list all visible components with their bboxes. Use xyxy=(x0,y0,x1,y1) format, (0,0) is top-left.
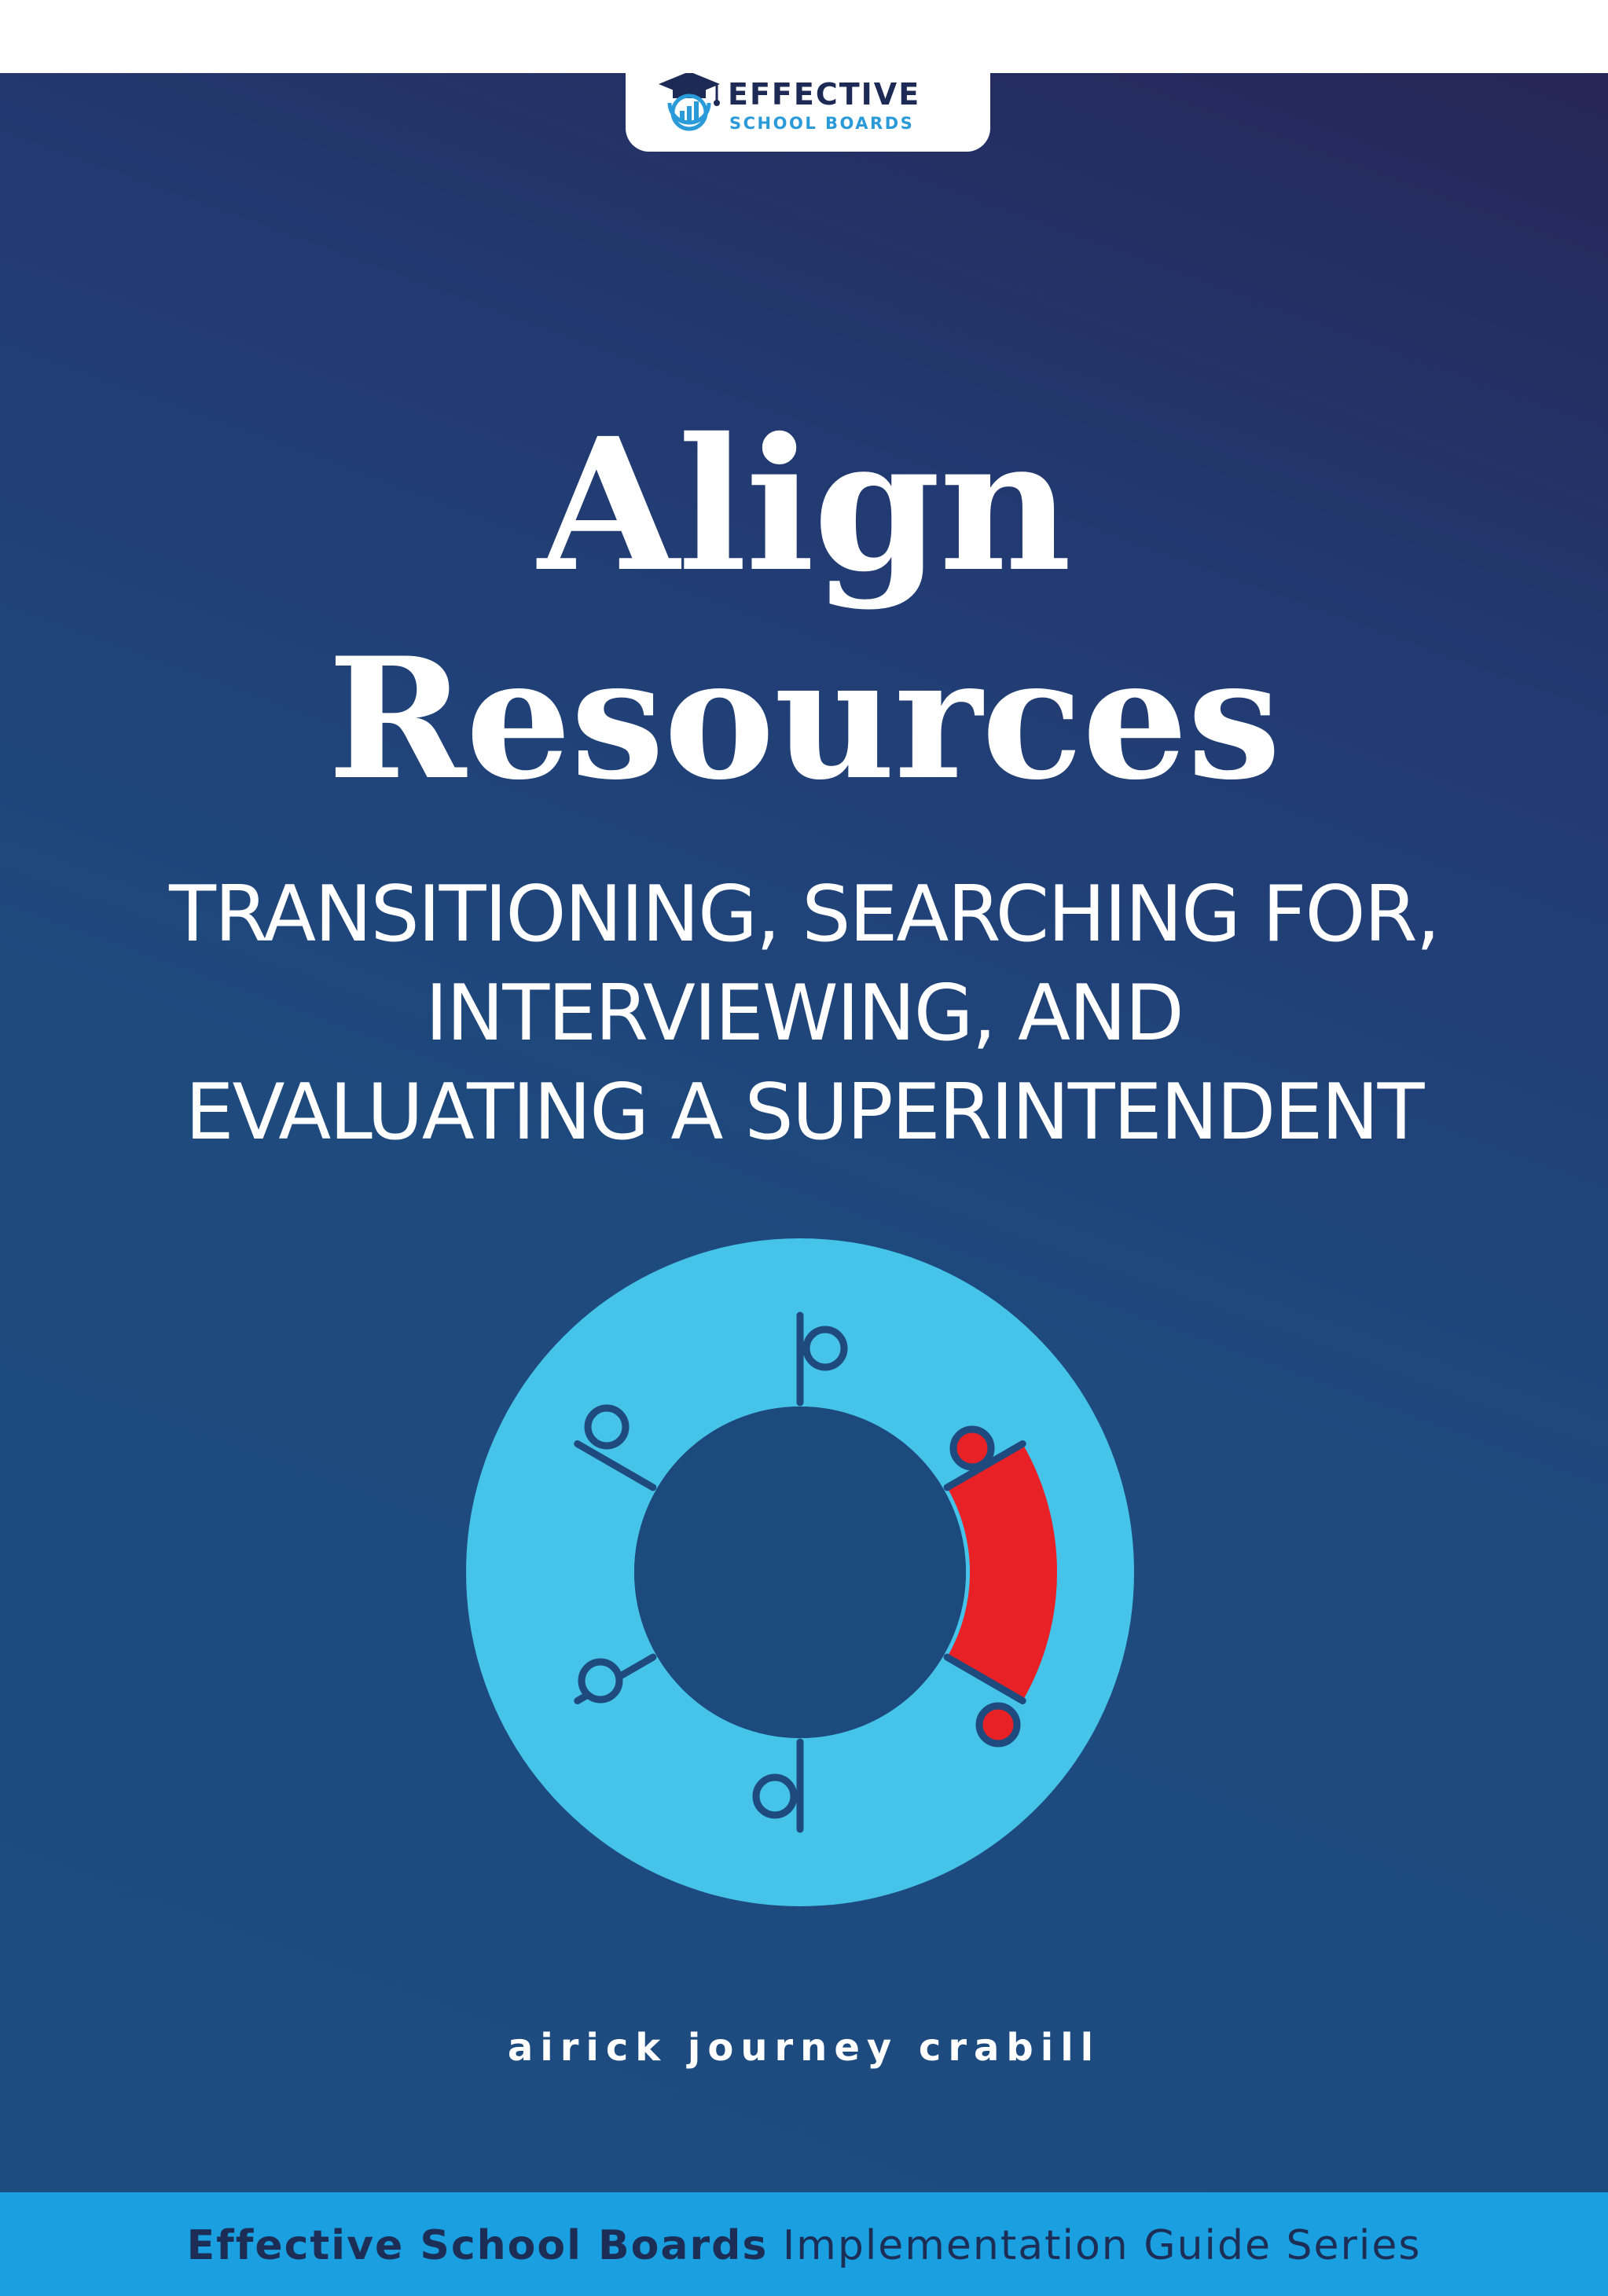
subtitle-line-3: EVALUATING A SUPERINTENDENT xyxy=(185,1068,1423,1157)
series-title-bold: Effective School Boards xyxy=(186,2222,769,2269)
title-line-1: Align xyxy=(538,398,1070,612)
brand-name-line1: EFFECTIVE xyxy=(728,77,921,112)
puzzle-ring-icon xyxy=(462,1234,1138,1910)
puzzle-center xyxy=(634,1407,966,1738)
series-title xyxy=(0,2222,1608,2269)
author-name: airick journey crabill xyxy=(507,2026,1101,2070)
subtitle-line-1: TRANSITIONING, SEARCHING FOR, xyxy=(169,870,1439,959)
graduation-cap-chart-icon xyxy=(655,73,723,134)
subtitle-line-2: INTERVIEWING, AND xyxy=(425,969,1183,1058)
brand-name-line2: SCHOOL BOARDS xyxy=(729,114,915,133)
brand-logo xyxy=(626,73,990,152)
cover-panel xyxy=(0,73,1608,2192)
title-line-2: Resources xyxy=(328,621,1280,816)
series-banner xyxy=(0,2192,1608,2296)
series-title-regular: Implementation Guide Series xyxy=(782,2222,1422,2269)
